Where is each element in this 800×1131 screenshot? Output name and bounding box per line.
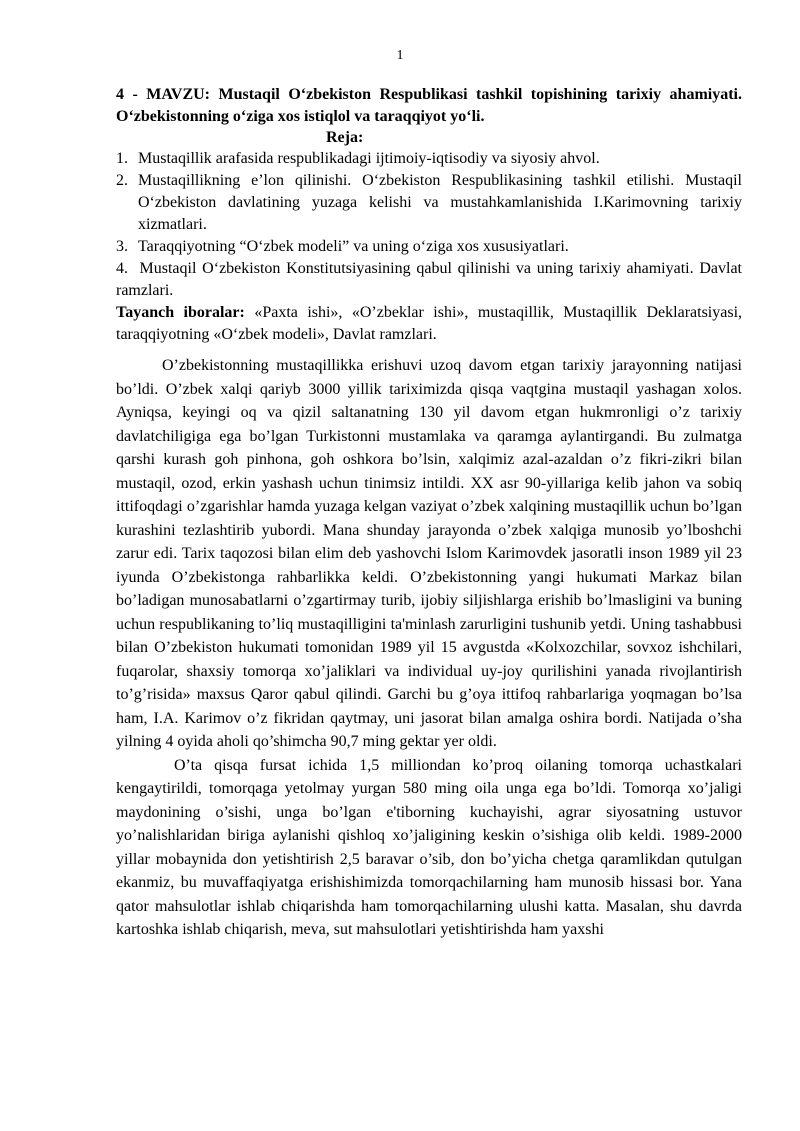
keywords-text: «Paxta ishi», «O’zbeklar ishi», mustaqillik, Mustaqillik Deklaratsiyasi, taraqqiyotning «O‘zbek modeli», Davlat ramzlari. — [116, 304, 743, 343]
plan-item-4 — [116, 258, 742, 302]
keywords-label: Tayanch iboralar: — [116, 304, 245, 321]
plan-item-number: 2. — [116, 172, 128, 189]
plan-item-number: 1. — [116, 150, 128, 167]
body-paragraph-2: O’ta qisqa fursat ichida 1,5 milliondan ko’proq oilaning tomorqa uchastkalari kengaytirildi, tomorqaga yetolmay yurgan 580 ming oila unga ega bo’ldi. Tomorqa xo’jaligi maydonining o’sishi, unga bo’lgan e'tiborning kuchayishi, agrar siyosatning ustuvor yo’nalishlaridan biriga aylanishi qishloq xo’jaligining keskin o’sishiga olib keldi. 1989-2000 yillar mobaynida don yetishtirish 2,5 baravar o’sib, don bo’yicha chetga qaramlikdan qutulgan ekanmiz, bu muvaffaqiyatga erishishimizda tomorqachilarning ham munosib hissasi bor. Yana qator mahsulotlar ishlab chiqarishda ham tomorqachilarning ulushi katta. Masalan, shu davrda kartoshka ishlab chiqarish, meva, sut mahsulotlari yetishtirishda ham yaxshi — [116, 756, 742, 938]
document-content — [116, 84, 742, 942]
plan-item-number: 4. — [116, 260, 128, 277]
plan-item-text: Mustaqillik arafasida respublikadagi ijtimoiy-iqtisodiy va siyosiy ahvol. — [138, 150, 600, 167]
topic-title: 4 - MAVZU: Mustaqil O‘zbekiston Respublikasi tashkil topishining tarixiy ahamiyati. O‘zbekistonning o‘ziga xos istiqlol va taraqqiyot yo‘li. — [116, 86, 742, 125]
plan-item-text: Mustaqillikning e’lon qilinishi. O‘zbekiston Respublikasining tashkil etilishi. Mustaqil O‘zbekiston davlatining yuzaga kelishi va mustahkamlanishida I.Karimovning tarixiy xizmatlari. — [138, 172, 742, 233]
plan-item-2 — [116, 170, 742, 236]
plan-item-number: 3. — [116, 238, 128, 255]
keywords — [116, 302, 742, 346]
page-number: 1 — [396, 48, 404, 63]
body-paragraph-1: O’zbekistonning mustaqillikka erishuvi uzoq davom etgan tarixiy jarayonning natijasi bo’ldi. O’zbek xalqi qariyb 3000 yillik tariximizda qisqa vaqtgina mustaqil yashagan xolos. Ayniqsa, keyingi oq va qizil saltanatning 130 yil davom etgan hukmronligi o’z tarixiy davlatchiligiga ega bo’lgan Turkistonni mustamlaka va qaramga aylantirgandi. Bu zulmatga qarshi kurash goh pinhona, goh oshkora bo’lsin, xalqimiz azal-azaldan o’z fikri-zikri bilan mustaqil, ozod, erkin yashash uchun tinimsiz intildi. XX asr 90-yillariga kelib jahon va sobiq ittifoqdagi o’zgarishlar hamda yuzaga kelgan vaziyat o’zbek xalqining mustaqillik uchun bo’lgan kurashini tezlashtirib yubordi. Mana shunday jarayonda o’zbek xalqiga munosib yo’lboshchi zarur edi. Tarix taqozosi bilan elim deb yashovchi Islom Karimovdek jasoratli inson 1989 yil 23 iyunda O’zbekistonga rahbarlikka keldi. O’zbekistonning yangi hukumati Markaz bilan bo’ladigan munosabatlarni o’zgartirmay turib, ijobiy siljishlarga erishib bo’lmasligini va buning uchun respublikaning to’liq mustaqilligini ta'minlash zarurligini tushunib yetdi. Uning tashabbusi bilan O’zbekiston hukumati tomonidan 1989 yil 15 avgustda «Kolxozchilar, sovxoz ishchilari, fuqarolar, shaxsiy tomorqa xo’jaliklari va individual uy-joy qurilishini yanada rivojlantirish to’g’risida» maxsus Qaror qabul qilindi. Garchi bu g’oya ittifoq rahbarlariga yoqmagan bo’lsa ham, I.A. Karimov o’z fikridan qaytmay, uni jasorat bilan amalga oshira bordi. Natijada o’sha yilning 4 oyida aholi qo’shimcha 90,7 ming gektar yer oldi. — [116, 357, 742, 750]
plan-heading: Reja: — [326, 129, 364, 146]
plan-item-text: Mustaqil O‘zbekiston Konstitutsiyasining qabul qilinishi va uning tarixiy ahamiyati. Davlat ramzlari. — [116, 260, 743, 299]
plan-item-text: Taraqqiyotning “O‘zbek modeli” va uning o‘ziga xos xususiyatlari. — [138, 238, 569, 255]
plan-list — [116, 148, 742, 302]
plan-item-3 — [116, 236, 742, 258]
plan-item-1 — [116, 148, 742, 170]
